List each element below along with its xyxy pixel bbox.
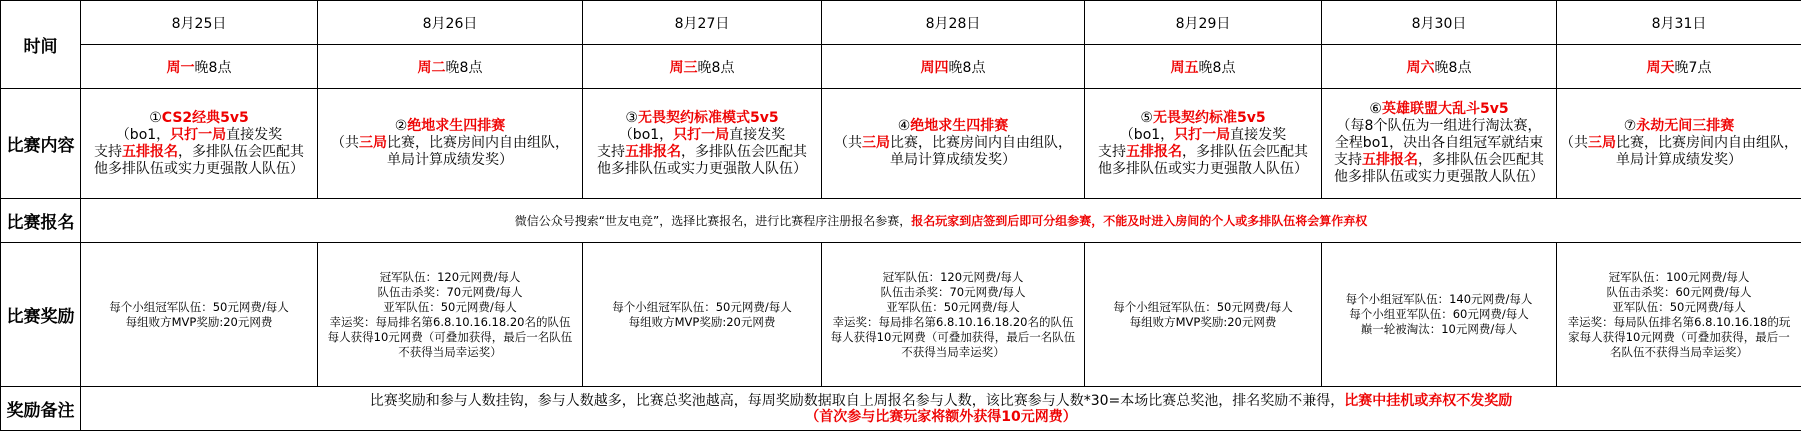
event-detail-line [585,144,819,161]
weekday-label: 周四 [920,59,949,76]
highlight-text: 五排报名 [625,143,681,160]
highlight-text: 英雄联盟大乱斗5v5 [1381,101,1509,117]
plain-text: 他多排队伍或实力更强散人队伍） [94,160,304,177]
reward-line: 幸运奖：每局排名第6.8.10.16.18.20名的队伍 [329,314,571,329]
event-detail-line [320,135,580,152]
highlight-text: 绝地求生四排赛 [407,118,506,134]
weekday-label: 周六 [1406,59,1435,76]
event-title [1087,110,1319,127]
plain-text: ，多排队伍会匹配其 [178,143,304,160]
date-cell: 8月31日 [1557,1,1801,45]
start-time-label: 晚8点 [445,59,483,76]
reward-line: 亚军队伍：50元网费/每人 [1612,299,1746,314]
highlight-text: CS2经典5v5 [161,109,249,126]
event-title [585,110,819,127]
reward-line: 每个小组冠军队伍：50元网费/每人 [109,299,289,314]
reward-line: 每组败方MVP奖励:20元网费 [628,314,776,329]
plain-text: ④ [897,118,911,134]
event-detail-line [83,161,315,178]
plain-text: 他多排队伍或实力更强散人队伍） [1334,169,1544,185]
reward-line: 队伍击杀奖：60元网费/每人 [1606,284,1752,299]
start-time-label: 晚8点 [194,59,232,76]
plain-text: ⑥ [1369,101,1382,117]
content-cell [583,89,822,199]
reward-line: 冠军队伍：120元网费/每人 [379,269,521,284]
date-cell: 8月26日 [318,1,583,45]
start-time-label: 晚8点 [948,59,986,76]
reward-line: 每组败方MVP奖励:20元网费 [125,314,273,329]
weekday-label: 周二 [417,59,446,76]
registration-row [1,199,1801,243]
highlight-text: 只打一局 [1174,126,1231,143]
reward-row [1,243,1801,387]
note-bonus: （首次参与比赛玩家将额外获得10元网费） [805,408,1077,425]
reward-line: 每个小组亚军队伍：60元网费/每人 [1349,307,1529,321]
event-detail-line [1324,169,1554,186]
note-text: 比赛奖励和参与人数挂钩，参与人数越多，比赛总奖池越高，每周奖励数据取自上周报名参与人数，该比赛参与人数*30=本场比赛总奖池，排名奖励不兼得， [369,392,1345,409]
reward-line: 幸运奖：每局队伍排名第6.8.10.16.18的玩 [1567,314,1791,329]
reward-line: 冠军队伍：120元网费/每人 [882,269,1024,284]
content-cell [1322,89,1557,199]
time-header: 时间 [1,1,81,89]
weekday-label: 周五 [1170,59,1199,76]
plain-text: （共 [834,135,862,151]
content-cell [81,89,318,199]
event-detail-line [320,152,580,169]
weekday-label: 周天 [1646,59,1675,76]
reward-line: 每个小组冠军队伍：50元网费/每人 [612,299,792,314]
date-cell: 8月25日 [81,1,318,45]
date-cell: 8月29日 [1085,1,1322,45]
time-row [1,45,1801,89]
plain-text: 直接发奖 [1230,126,1287,143]
event-detail-line [1087,161,1319,178]
content-row [1,89,1801,199]
highlight-text: 三局 [862,135,890,151]
reward-line: 不获得当局幸运奖） [398,344,502,359]
highlight-text: 绝地求生四排赛 [910,118,1009,134]
registration-warning: 报名玩家到店签到后即可分组参赛，不能及时进入房间的个人或多排队伍将会算作弃权 [911,214,1368,228]
content-cell [1557,89,1801,199]
plain-text: 单局计算成绩发奖） [1616,152,1742,168]
reward-line: 亚军队伍：50元网费/每人 [886,299,1020,314]
plain-text: ，多排队伍会匹配其 [1182,143,1308,160]
date-cell: 8月28日 [822,1,1085,45]
event-title [1559,118,1799,135]
time-cell [1322,45,1557,89]
time-cell [1557,45,1801,89]
content-cell [318,89,583,199]
highlight-text: 无畏契约标准5v5 [1152,109,1266,126]
event-title [1324,101,1554,118]
plain-text: ② [394,118,408,134]
reward-line: 巅一轮被淘汰：10元网费/每人 [1360,322,1518,336]
content-header: 比赛内容 [1,89,81,199]
registration-header: 比赛报名 [1,199,81,243]
reward-line: 每个小组冠军队伍：50元网费/每人 [1113,299,1293,314]
start-time-label: 晚8点 [1434,59,1472,76]
plain-text: 单局计算成绩发奖） [890,152,1016,168]
plain-text: （bo1， [1119,126,1175,143]
time-cell [822,45,1085,89]
plain-text: 直接发奖 [729,126,786,143]
plain-text: 比赛，比赛房间内自由组队， [1616,135,1798,151]
highlight-text: 五排报名 [122,143,178,160]
time-cell [1085,45,1322,89]
time-cell [583,45,822,89]
date-cell: 8月30日 [1322,1,1557,45]
plain-text: 他多排队伍或实力更强散人队伍） [1098,160,1308,177]
date-cell: 8月27日 [583,1,822,45]
event-detail-line [1324,135,1554,152]
event-detail-line [585,127,819,144]
highlight-text: 五排报名 [1362,152,1418,168]
start-time-label: 晚8点 [697,59,735,76]
note-warning: 比赛中挂机或弃权不发奖励 [1344,392,1513,409]
event-detail-line [824,135,1082,152]
event-detail-line [585,161,819,178]
reward-line: 亚军队伍：50元网费/每人 [383,299,517,314]
reward-cell [1557,243,1801,387]
time-cell [318,45,583,89]
plain-text: 直接发奖 [226,126,283,143]
plain-text: （bo1， [618,126,674,143]
reward-line: 每人获得10元网费（可叠加获得，最后一名队伍 [327,329,573,344]
reward-line: 队伍击杀奖：70元网费/每人 [377,284,523,299]
reward-cell [1322,243,1557,387]
highlight-text: 五排报名 [1126,143,1182,160]
plain-text: （bo1， [115,126,171,143]
plain-text: 支持 [597,143,625,160]
highlight-text: 只打一局 [170,126,227,143]
highlight-text: 永劫无间三排赛 [1636,118,1735,134]
event-detail-line [1324,118,1554,135]
event-title [83,110,315,127]
reward-line: 队伍击杀奖：70元网费/每人 [880,284,1026,299]
event-detail-line [1324,152,1554,169]
reward-cell [318,243,583,387]
event-detail-line [83,144,315,161]
date-row [1,1,1801,45]
note-line-1 [83,393,1799,409]
content-cell [1085,89,1322,199]
reward-line: 冠军队伍：100元网费/每人 [1608,269,1750,284]
weekday-label: 周一 [166,59,195,76]
highlight-text: 三局 [359,135,387,151]
plain-text: 支持 [1098,143,1126,160]
event-detail-line [83,127,315,144]
reward-header: 比赛奖励 [1,243,81,387]
reward-line: 每组败方MVP奖励:20元网费 [1129,314,1277,329]
event-detail-line [1559,152,1799,169]
event-detail-line [1087,127,1319,144]
reward-cell [822,243,1085,387]
reward-line: 不获得当局幸运奖） [901,344,1005,359]
plain-text: 支持 [94,143,122,160]
reward-cell [583,243,822,387]
plain-text: ⑦ [1623,118,1637,134]
registration-cell [81,199,1801,243]
plain-text: 全程bo1，决出各自组冠军就结束 [1334,135,1544,151]
reward-line: 幸运奖：每局排名第6.8.10.16.18.20名的队伍 [832,314,1074,329]
plain-text: 支持 [1334,152,1362,168]
event-detail-line [1087,144,1319,161]
note-row [1,387,1801,431]
highlight-text: 无畏契约标准模式5v5 [637,109,779,126]
plain-text: 比赛，比赛房间内自由组队， [387,135,569,151]
registration-text: 微信公众号搜索“世友电竞”，选择比赛报名，进行比赛程序注册报名参赛， [514,214,912,228]
note-cell [81,387,1801,431]
plain-text: （共 [1560,135,1588,151]
reward-cell [81,243,318,387]
plain-text: ③ [625,109,638,126]
reward-line: 家每人获得10元网费（可叠加获得，最后一 [1568,329,1790,344]
plain-text: ⑤ [1140,109,1153,126]
plain-text: 比赛，比赛房间内自由组队， [890,135,1072,151]
plain-text: ，多排队伍会匹配其 [681,143,807,160]
reward-line: 名队伍不获得当局幸运奖） [1610,344,1748,359]
event-detail-line [824,152,1082,169]
event-detail-line [1559,135,1799,152]
reward-line: 每个小组冠军队伍：140元网费/每人 [1345,292,1533,306]
reward-cell [1085,243,1322,387]
plain-text: 他多排队伍或实力更强散人队伍） [597,160,807,177]
plain-text: （共 [331,135,359,151]
event-title [824,118,1082,135]
content-cell [822,89,1085,199]
note-header: 奖励备注 [1,387,81,431]
reward-line: 每人获得10元网费（可叠加获得，最后一名队伍 [830,329,1076,344]
weekday-label: 周三 [669,59,698,76]
start-time-label: 晚7点 [1674,59,1712,76]
highlight-text: 三局 [1588,135,1616,151]
plain-text: 单局计算成绩发奖） [387,152,513,168]
plain-text: ① [149,109,162,126]
highlight-text: 只打一局 [673,126,730,143]
plain-text: （每8个队伍为一组进行淘汰赛， [1336,118,1542,134]
time-cell [81,45,318,89]
event-title [320,118,580,135]
start-time-label: 晚8点 [1198,59,1236,76]
plain-text: ，多排队伍会匹配其 [1418,152,1544,168]
